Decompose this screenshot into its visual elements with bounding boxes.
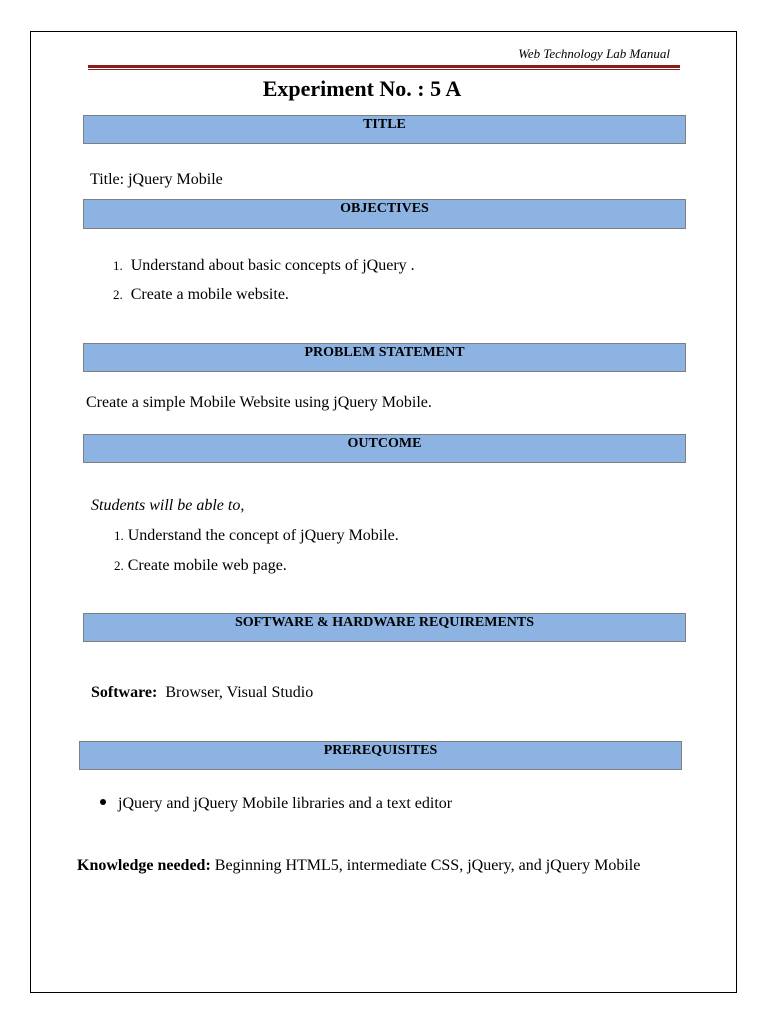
- manual-header: Web Technology Lab Manual: [518, 46, 670, 61]
- objective-text: Understand about basic concepts of jQuery .: [130, 257, 415, 274]
- prerequisite-item: [100, 795, 452, 813]
- software-line: [91, 684, 313, 702]
- knowledge-line: [77, 857, 640, 875]
- experiment-title: Experiment No. : 5 A: [262, 76, 462, 101]
- title-section-bar: [83, 115, 686, 144]
- objective-item: [113, 257, 415, 275]
- header-rule-thin: [88, 69, 680, 70]
- title-section-heading: TITLE: [363, 117, 406, 132]
- objective-item: [113, 286, 289, 304]
- objective-text: Create a mobile website.: [130, 286, 289, 303]
- outcome-text: Understand the concept of jQuery Mobile.: [127, 527, 399, 544]
- objectives-heading: OBJECTIVES: [340, 201, 429, 216]
- knowledge-label: Knowledge needed:: [77, 857, 211, 874]
- requirements-section-bar: [83, 613, 686, 642]
- title-text: Title: jQuery Mobile: [90, 171, 223, 188]
- bullet-icon: [100, 799, 106, 805]
- problem-text: Create a simple Mobile Website using jQuery Mobile.: [86, 394, 432, 411]
- objective-number: 1.: [113, 258, 123, 273]
- problem-section-bar: [83, 343, 686, 372]
- outcome-number: 1.: [114, 528, 124, 543]
- objectives-section-bar: [83, 199, 686, 229]
- prerequisites-section-bar: [79, 741, 682, 770]
- header-rule-thick: [88, 65, 680, 68]
- outcome-number: 2.: [114, 558, 124, 573]
- requirements-heading: SOFTWARE & HARDWARE REQUIREMENTS: [234, 615, 535, 630]
- software-value: Browser, Visual Studio: [165, 684, 314, 701]
- problem-heading: PROBLEM STATEMENT: [304, 345, 465, 360]
- prerequisites-heading: PREREQUISITES: [323, 743, 438, 758]
- outcome-intro: Students will be able to,: [91, 497, 245, 514]
- outcome-section-bar: [83, 434, 686, 463]
- outcome-item: [114, 527, 399, 545]
- software-label: Software:: [91, 684, 158, 701]
- outcome-heading: OUTCOME: [347, 436, 422, 451]
- objective-number: 2.: [113, 287, 123, 302]
- knowledge-value: Beginning HTML5, intermediate CSS, jQuery, and jQuery Mobile: [214, 857, 641, 874]
- outcome-text: Create mobile web page.: [127, 557, 287, 574]
- outcome-item: [114, 557, 287, 575]
- prerequisite-text: jQuery and jQuery Mobile libraries and a text editor: [118, 795, 453, 812]
